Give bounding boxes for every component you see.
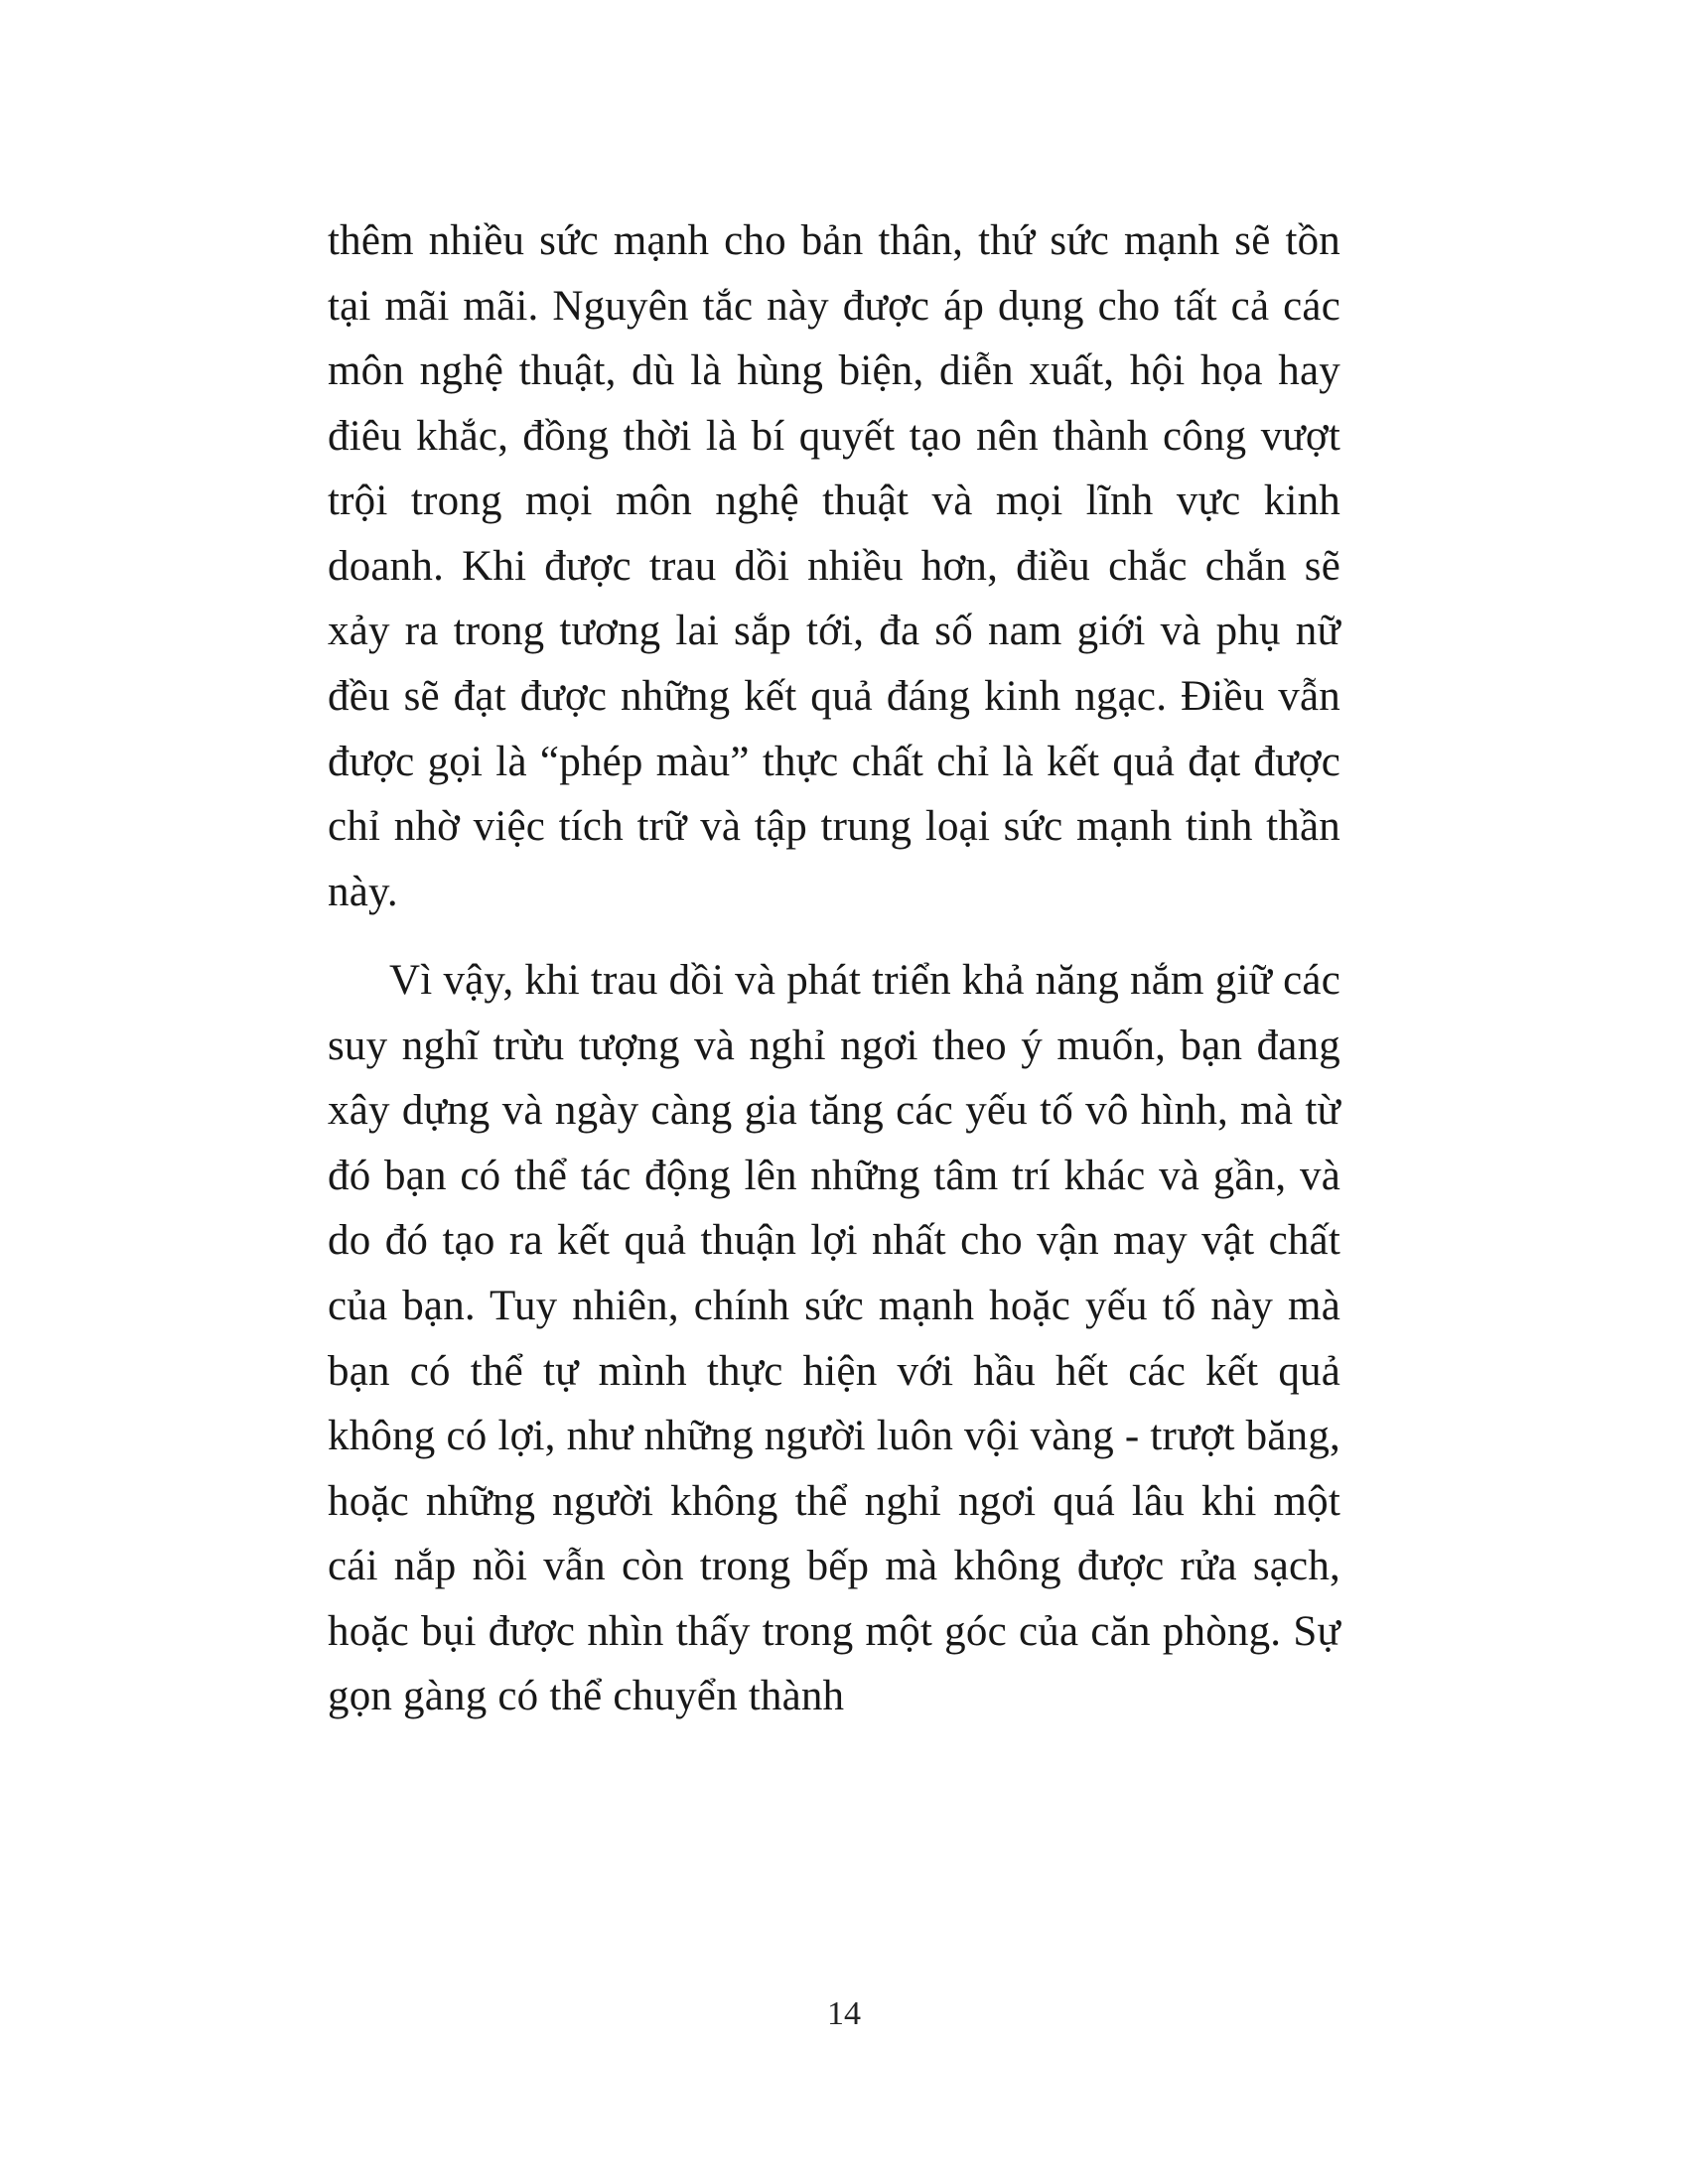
paragraph-1: thêm nhiều sức mạnh cho bản thân, thứ sức mạnh sẽ tồn tại mãi mãi. Nguyên tắc này được áp dụng cho tất cả các môn nghệ thuật, dù là hùng biện, diễn xuất, hội họa hay điêu khắc, đồng thời là bí quyết tạo nên thành công vượt trội trong mọi môn nghệ thuật và mọi lĩnh vực kinh doanh. Khi được trau dồi nhiều hơn, điều chắc chắn sẽ xảy ra trong tương lai sắp tới, đa số nam giới và phụ nữ đều sẽ đạt được những kết quả đáng kinh ngạc. Điều vẫn được gọi là “phép màu” thực chất chỉ là kết quả đạt được chỉ nhờ việc tích trữ và tập trung loại sức mạnh tinh thần này.: [328, 217, 1340, 915]
paragraph-2: Vì vậy, khi trau dồi và phát triển khả năng nắm giữ các suy nghĩ trừu tượng và nghỉ ngơi theo ý muốn, bạn đang xây dựng và ngày càng gia tăng các yếu tố vô hình, mà từ đó bạn có thể tác động lên những tâm trí khác và gần, và do đó tạo ra kết quả thuận lợi nhất cho vận may vật chất của bạn. Tuy nhiên, chính sức mạnh hoặc yếu tố này mà bạn có thể tự mình thực hiện với hầu hết các kết quả không có lợi, như những người luôn vội vàng - trượt băng, hoặc những người không thể nghỉ ngơi quá lâu khi một cái nắp nồi vẫn còn trong bếp mà không được rửa sạch, hoặc bụi được nhìn thấy trong một góc của căn phòng. Sự gọn gàng có thể chuyển thành: [328, 957, 1340, 1720]
page-number: 14: [827, 1995, 861, 2032]
page-body-text: [328, 208, 1340, 1729]
